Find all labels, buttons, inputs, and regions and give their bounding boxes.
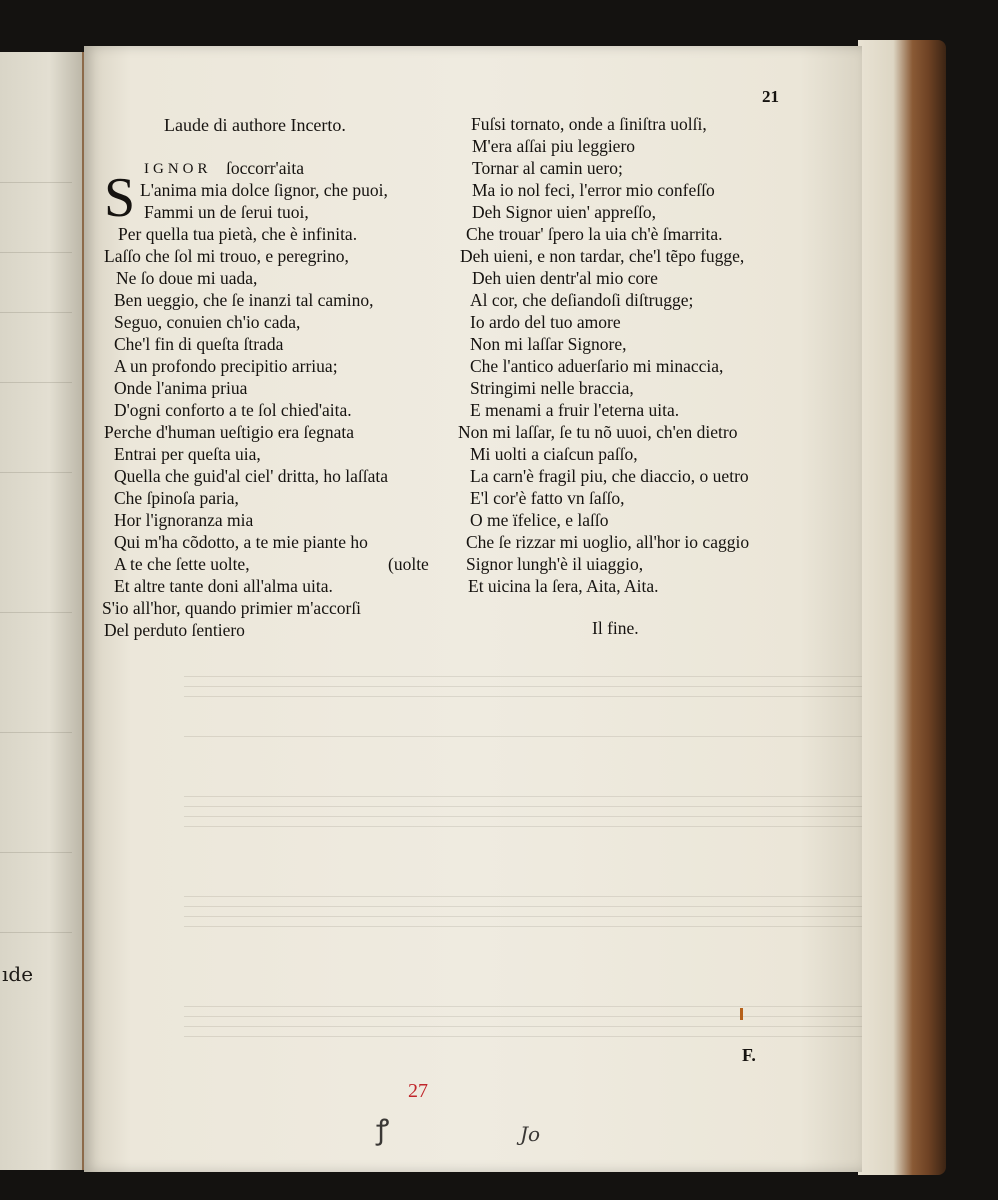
verse-line: Fuſsi tornato, onde a ſiniſtra uolſi,: [471, 114, 707, 134]
verse-line: Tornar al camin uero;: [472, 158, 623, 178]
verse-line: La carn'è fragil piu, che diaccio, o uetro: [470, 466, 749, 486]
book-cover-edge: [858, 40, 946, 1175]
first-line-caps: IGNOR: [144, 161, 212, 177]
library-stamp: 27: [408, 1080, 428, 1102]
verse-line: Qui m'ha cõdotto, a te mie piante ho: [114, 532, 368, 552]
verse-line: S'io all'hor, quando primier m'accorſi: [102, 598, 362, 618]
verse-line: Entrai per queſta uia,: [114, 444, 261, 464]
verse-line: Del perduto ſentiero: [104, 620, 245, 640]
verse-line: Perche d'human ueſtigio era ſegnata: [104, 422, 354, 442]
verse-line: E'l cor'è fatto vn ſaſſo,: [470, 488, 625, 508]
verse-line: Laſſo che ſol mi trouo, e peregrino,: [104, 246, 349, 266]
verse-line: Non mi laſſar, ſe tu nõ uuoi, ch'en dietro: [458, 422, 738, 442]
verse-line: Per quella tua pietà, che è infinita.: [118, 224, 358, 244]
verse-line: Non mi laſſar Signore,: [470, 334, 627, 354]
signature-mark: F.: [742, 1045, 756, 1065]
verse-line: Che l'antico aduerſario mi minaccia,: [470, 356, 724, 376]
verse-line: E menami a fruir l'eterna uita.: [470, 400, 680, 420]
verse-line: Signor lungh'è il uiaggio,: [466, 554, 644, 574]
verse-line: Che ſe rizzar mi uoglio, all'hor io caggio: [466, 532, 750, 552]
verse-line: Che'l fin di queſta ſtrada: [114, 334, 284, 354]
verse-line: Onde l'anima priua: [114, 378, 248, 398]
turnover-word: (uolte: [388, 554, 429, 574]
verse-line: A te che ſette uolte,: [114, 554, 250, 574]
verse-line: Al cor, che deſiandoſi diſtrugge;: [470, 290, 694, 310]
ink-mark: [740, 1008, 743, 1020]
verse-line: Ben ueggio, che ſe inanzi tal camino,: [114, 290, 374, 310]
verse-line: M'era aſſai piu leggiero: [472, 136, 636, 156]
drop-cap: S: [104, 167, 136, 229]
verse-line: D'ogni conforto a te ſol chied'aita.: [114, 400, 352, 420]
verse-line: Deh Signor uien' appreſſo,: [472, 202, 656, 222]
verse-line: Che ſpinoſa paria,: [114, 488, 239, 508]
verse-line: Fammi un de ſerui tuoi,: [144, 202, 309, 222]
verse-line: Quella che guid'al ciel' dritta, ho laſſata: [114, 466, 389, 486]
verse-line: Io ardo del tuo amore: [470, 312, 621, 332]
verse-line: Seguo, conuien ch'io cada,: [114, 312, 301, 332]
verse-line: Ne ſo doue mi uada,: [116, 268, 258, 288]
verse-line: Hor l'ignoranza mia: [114, 510, 254, 530]
verse-line: Et altre tante doni all'alma uita.: [114, 576, 333, 596]
verse-line: Ma io nol feci, l'error mio confeſſo: [472, 180, 715, 200]
verse-line: Mi uolti a ciaſcun paſſo,: [470, 444, 638, 464]
left-page-word: ıde: [2, 962, 34, 986]
pencil-mark: Jo: [520, 1122, 541, 1146]
verse-line: Stringimi nelle braccia,: [470, 378, 634, 398]
pencil-mark: ꝭ: [376, 1113, 390, 1146]
finis: Il fine.: [592, 618, 639, 638]
verse-line: Deh uieni, e non tardar, che'l tẽpo fugge,: [460, 246, 745, 266]
verse-line: O me ïfelice, e laſſo: [470, 510, 609, 530]
verse-line: Et uicina la ſera, Aita, Aita.: [468, 576, 659, 596]
left-page-edge: [0, 52, 88, 1170]
verse-line: Deh uien dentr'al mio core: [472, 268, 658, 288]
page-number: 21: [762, 87, 779, 106]
verse-line: A un profondo precipitio arriua;: [114, 356, 338, 376]
first-line-tail: ſoccorr'aita: [226, 158, 304, 178]
verse-line: Che trouar' ſpero la uia ch'è ſmarrita.: [466, 224, 723, 244]
page-header: Laude di authore Incerto.: [164, 115, 346, 135]
verse-line: L'anima mia dolce ſignor, che puoi,: [140, 180, 388, 200]
